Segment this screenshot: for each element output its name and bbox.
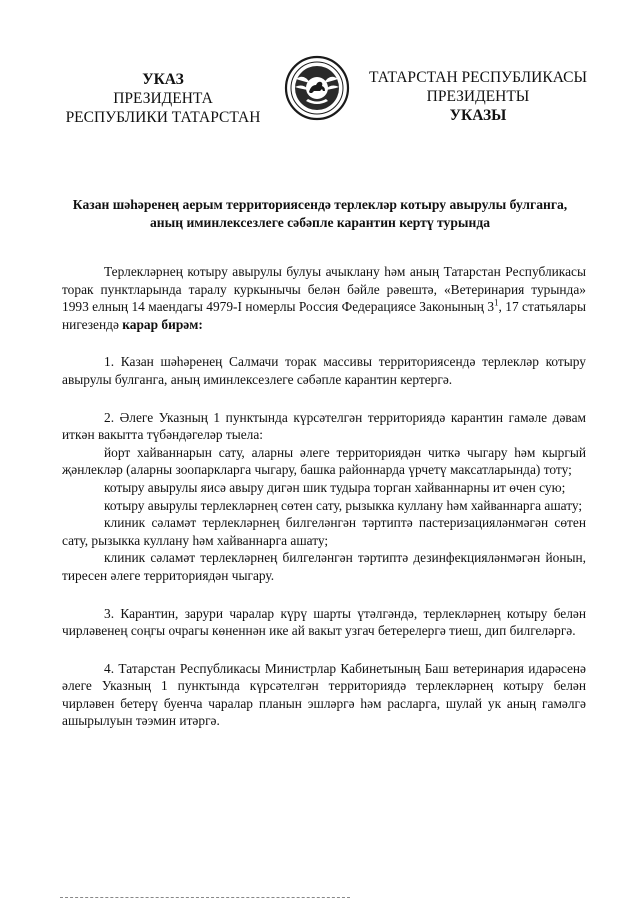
item-2-intro: 2. Әлеге Указның 1 пунктында күрсәтелгән территориядә карантин гамәле дәвам иткән вакытта түбәндәгеләр тыела: bbox=[62, 409, 586, 443]
item-2-line-5: клиник сәламәт терлекләрнең билгеләнгән тәртиптә дезинфекцияләнмәгән йонын, тиресен әлеге территориядән чыгару. bbox=[62, 550, 586, 583]
footer-divider bbox=[60, 897, 350, 899]
header-left-line-2: ПРЕЗИДЕНТА bbox=[113, 90, 213, 107]
header-right-line-1: ТАТАРСТАН РЕСПУБЛИКАСЫ bbox=[369, 69, 587, 86]
preamble-superscript: 1 bbox=[494, 297, 499, 308]
header-tatar bbox=[362, 68, 594, 125]
preamble-resolution: карар бирәм: bbox=[122, 316, 203, 332]
header-right-line-3: УКАЗЫ bbox=[449, 107, 507, 124]
header-russian bbox=[58, 70, 268, 127]
header-left-line-3: РЕСПУБЛИКИ ТАТАРСТАН bbox=[65, 109, 261, 126]
header-right-line-2: ПРЕЗИДЕНТЫ bbox=[426, 88, 530, 105]
item-1: 1. Казан шәһәренең Салмачи торак массивы территориясендә терлекләр котыру авырулы булганга, аның иминлексезлеге сәбәпле карантин кертергә. bbox=[62, 354, 586, 387]
item-2-line-2: котыру авырулы яисә авыру дигән шик тудыра торган хайваннарны ит өчен сую; bbox=[104, 479, 566, 495]
item-3: 3. Карантин, зарури чаралар күрү шарты үтәлгәндә, терлекләрнең котыру белән чирләвенең соңгы очрагы көненнән ике ай вакыт узгач бетерелергә тиеш, дип билгеләргә. bbox=[62, 605, 586, 639]
header-left-line-1: УКАЗ bbox=[142, 71, 184, 88]
decree-title: Казан шәһәренең аерым территориясендә терлекләр котыру авырулы булганга, аның иминлексезлеге сәбәпле карантин кертү турында bbox=[72, 197, 568, 230]
item-2-line-4: клиник сәламәт терлекләрнең билгеләнгән тәртиптә пастеризацияләнмәгән сөтен сату, рызыкка куллану һәм хайваннарга ашату; bbox=[62, 515, 586, 548]
preamble bbox=[62, 263, 586, 333]
decree-body bbox=[62, 263, 586, 730]
preamble-text-b: , 17 статьялары нигезендә bbox=[62, 299, 586, 332]
preamble-text-a: Терлекләрнең котыру авырулы булуы ачыклану һәм аның Татарстан Республикасы торак пунктларында таралу куркынычы белән бәйле рәвештә, «Ветеринария турында» 1993 елның 14 маендагы 4979-I номерлы Россия Федерациясе Законының 3 bbox=[62, 264, 586, 315]
item-2-line-1: йорт хайваннарын сату, аларны әлеге территориядән читкә чыгару һәм кыргый җәнлекләр (аларны зоопаркларга чыгару, башка районнарда үрчетү максатларында) тоту; bbox=[62, 444, 586, 478]
tatarstan-coat-of-arms-icon bbox=[284, 55, 350, 121]
item-4: 4. Татарстан Республикасы Министрлар Кабинетының Баш ветеринария идарәсенә әлеге Указның 1 пунктында күрсәтелгән территориядә терлекләрнең котыру белән чирләвен бетерү буенча чаралар планын эшләргә һәм расларга, шулай ук аның гамәлгә ашырылуын тәэмин итәргә. bbox=[62, 660, 586, 729]
item-2-line-3: котыру авырулы терлекләрнең сөтен сату, рызыкка куллану һәм хайваннарга ашату; bbox=[104, 497, 583, 513]
